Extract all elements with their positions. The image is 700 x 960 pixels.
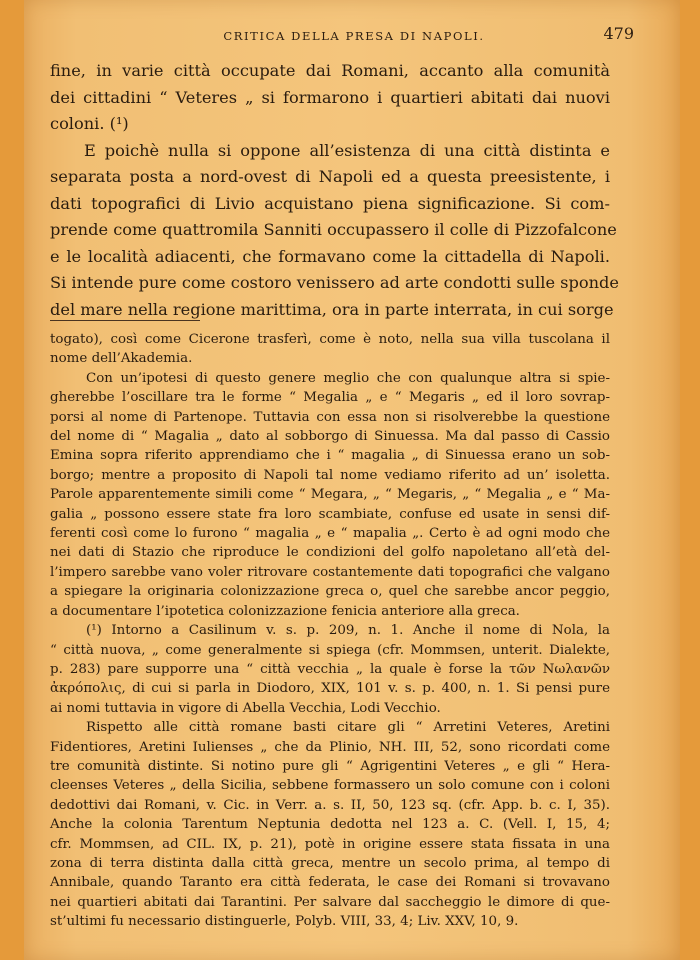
footnote-line: Parole apparentemente simili come “ Megara, „ “ Megaris, „ “ Megalia „ e “ Ma- <box>50 487 610 503</box>
footnote-line: Fidentiores, Aretini Iulienses „ che da Plinio, NH. III, 52, sono ricordati come <box>50 739 610 755</box>
body-line: prende come quattromila Sanniti occupassero il colle di Pizzofalcone <box>50 220 617 239</box>
footnote-line: gherebbe l’oscillare tra le forme “ Megalia „ e “ Megaris „ ed il loro sovrap- <box>50 390 610 406</box>
body-line: del mare nella regione marittima, ora in parte interrata, in cui sorge <box>50 299 614 319</box>
page-number: 479 <box>603 24 634 43</box>
footnote-line: del nome di “ Magalia „ dato al sobborgo di Sinuessa. Ma dal passo di Cassio <box>50 429 610 445</box>
body-line: E poichè nulla si oppone all’esistenza di una città distinta e <box>84 140 610 160</box>
footnote-line: “ città nuova, „ come generalmente si spiega (cfr. Mommsen, unterit. Dialekte, <box>50 642 610 658</box>
footnote-line: Emina sopra riferito apprendiamo che i “ magalia „ di Sinuessa erano un sob- <box>50 448 610 464</box>
body-line: e le località adiacenti, che formavano come la cittadella di Napoli. <box>50 246 610 266</box>
footnote-line: Annibale, quando Taranto era città federata, le case dei Romani si trovavano <box>50 875 610 891</box>
footnote-line: porsi al nome di Partenope. Tuttavia con essa non si risolverebbe la questione <box>50 409 610 425</box>
footnote-line: nei dati di Stazio che riproduce le condizioni del golfo napoletano all’età del- <box>50 545 610 561</box>
page-header <box>74 24 634 46</box>
body-line: dei cittadini “ Veteres „ si formarono i quartieri abitati dai nuovi <box>50 87 610 107</box>
footnote-line: Rispetto alle città romane basti citare gli “ Arretini Veteres, Aretini <box>86 720 610 736</box>
body-line: dati topografici di Livio acquistano piena significazione. Si com- <box>50 193 610 213</box>
footnote-line: tre comunità distinte. Si notino pure gli “ Agrigentini Veteres „ e gli “ Hera- <box>50 758 610 774</box>
footnote-line: galia „ possono essere state fra loro scambiate, confuse ed usate in sensi dif- <box>50 506 610 522</box>
footnote-line: dedottivi dai Romani, v. Cic. in Verr. a. s. II, 50, 123 sq. (cfr. App. b. c. I, 35). <box>50 797 610 813</box>
footnote-line: cleenses Veteres „ della Sicilia, sebbene formassero un solo comune con i coloni <box>50 778 610 794</box>
body-line: fine, in varie città occupate dai Romani, accanto alla comunità <box>50 61 610 80</box>
footnote-line: borgo; mentre a proposito di Napoli tal nome vediamo riferito ad un’ isoletta. <box>50 467 610 483</box>
footnote-line: zona di terra distinta dalla città greca, mentre un secolo prima, al tempo di <box>50 855 610 871</box>
footnote-line: (¹) Intorno a Casilinum v. s. p. 209, n. 1. Anche il nome di Nola, la <box>86 623 610 639</box>
footnote-line: nome dell’Akademia. <box>50 351 193 367</box>
footnote-line: st’ultimi fu necessario distinguerle, Polyb. VIII, 33, 4; Liv. XXV, 10, 9. <box>50 914 519 930</box>
footnote-line: togato), così come Cicerone trasferì, come è noto, nella sua villa tuscolana il <box>50 332 610 347</box>
footnotes <box>50 330 610 932</box>
footnote-line: l’impero sarebbe vano voler ritrovare costantemente dati topografici che valgano <box>50 564 610 580</box>
footnote-line: nei quartieri abitati dai Tarantini. Per salvare dal saccheggio le dimore di que- <box>50 894 610 910</box>
footnote-line: a spiegare la originaria colonizzazione greca o, quel che sarebbe ancor peggio, <box>50 584 610 600</box>
footnote-line: ἀκρόπολις, di cui si parla in Diodoro, XIX, 101 v. s. p. 400, n. 1. Si pensi pure <box>50 681 610 697</box>
footnote-line: ferenti così come lo furono “ magalia „ e “ mapalia „. Certo è ad ogni modo che <box>50 526 610 542</box>
footnote-line: p. 283) pare supporre una “ città vecchia „ la quale è forse la τῶν Νωλανῶν <box>50 661 610 677</box>
footnote-line: cfr. Mommsen, ad CIL. IX, p. 21), potè in origine essere stata fissata in una <box>50 836 610 852</box>
running-title: CRITICA DELLA PRESA DI NAPOLI. <box>223 29 485 43</box>
footnote-line: ai nomi tuttavia in vigore di Abella Vecchia, Lodi Vecchio. <box>50 700 441 716</box>
main-text <box>50 58 619 323</box>
body-line: coloni. (¹) <box>50 114 129 133</box>
footnote-line: a documentare l’ipotetica colonizzazione fenicia anteriore alla greca. <box>50 603 520 619</box>
body-line: separata posta a nord-ovest di Napoli ed a questa preesistente, i <box>50 167 610 186</box>
footnote-line: Con un’ipotesi di questo genere meglio che con qualunque altra si spie- <box>86 370 610 386</box>
footnote-line: Anche la colonia Tarentum Neptunia dedotta nel 123 a. C. (Vell. I, 15, 4; <box>50 817 610 833</box>
body-line: Si intende pure come costoro venissero ad arte condotti sulle sponde <box>50 273 619 292</box>
footnote-separator <box>50 320 200 321</box>
